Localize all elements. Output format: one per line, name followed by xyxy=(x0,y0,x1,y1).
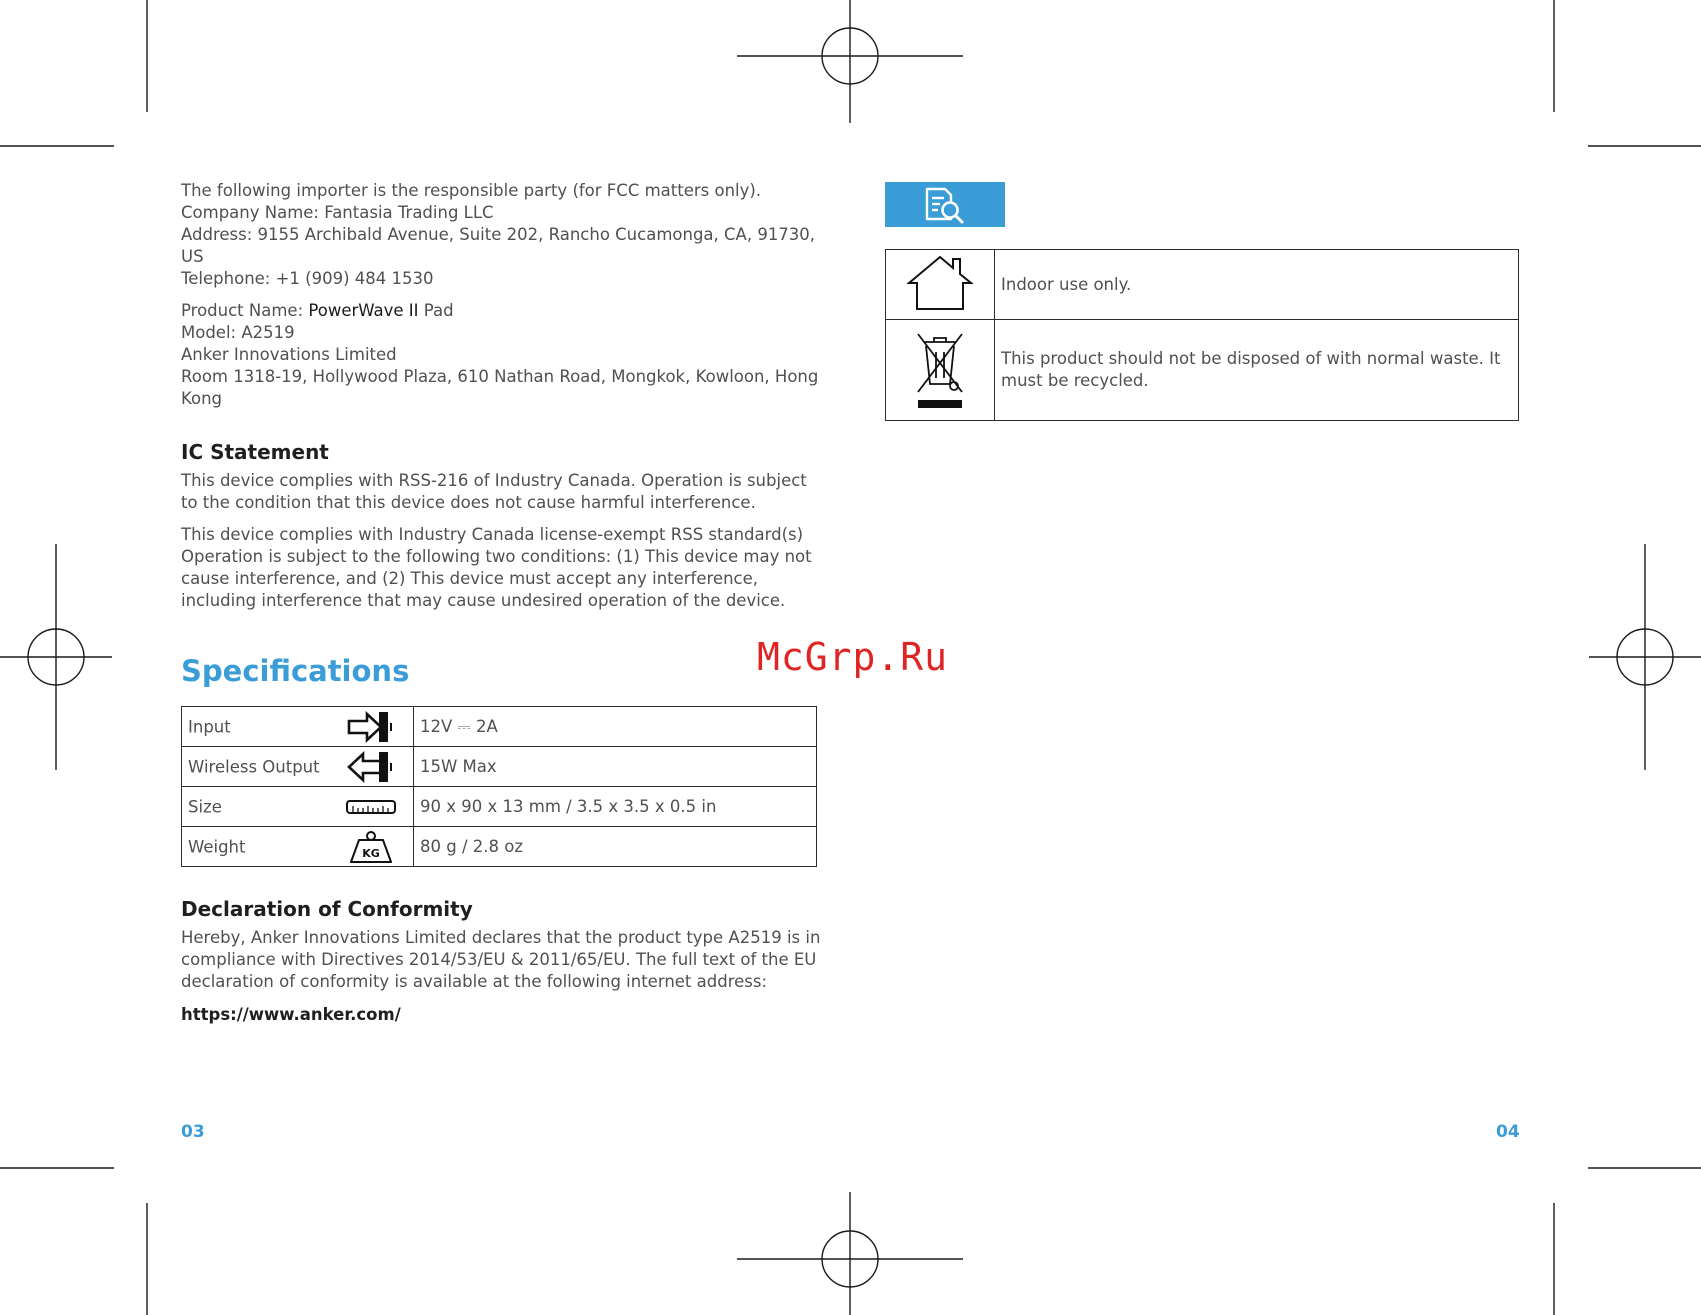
spec-value-size: 90 x 90 x 13 mm / 3.5 x 3.5 x 0.5 in xyxy=(414,787,817,827)
ic-statement-heading: IC Statement xyxy=(181,440,329,464)
specifications-title: Specifications xyxy=(181,654,410,688)
importer-telephone: Telephone: +1 (909) 484 1530 xyxy=(181,269,434,288)
left-page-content xyxy=(181,180,821,1024)
product-name-label: Product Name: xyxy=(181,301,309,320)
table-row xyxy=(182,787,817,827)
symbols-table xyxy=(885,249,1519,421)
page-number-left: 03 xyxy=(181,1122,205,1142)
ruler-icon xyxy=(345,789,397,825)
importer-company: Company Name: Fantasia Trading LLC xyxy=(181,203,494,222)
spec-value-input: 12V ⎓ 2A xyxy=(414,707,817,747)
importer-intro: The following importer is the responsible party (for FCC matters only). xyxy=(181,181,762,200)
importer-address: Address: 9155 Archibald Avenue, Suite 202, Rancho Cucamonga, CA, 91730, xyxy=(181,225,816,244)
kg-weight-icon-label: KG xyxy=(362,846,380,860)
product-name-suffix: Pad xyxy=(418,301,454,320)
kg-weight-icon xyxy=(345,829,397,865)
table-row xyxy=(182,827,817,867)
symbol-text-indoor: Indoor use only. xyxy=(995,250,1519,320)
importer-address-country: US xyxy=(181,247,204,266)
spec-label-input: Input xyxy=(188,717,231,736)
manufacturer-address-city: Kong xyxy=(181,389,223,408)
declaration-link[interactable]: https://www.anker.com/ xyxy=(181,1005,401,1024)
page-number-right: 04 xyxy=(1496,1122,1520,1142)
table-row xyxy=(886,250,1519,320)
symbol-text-disposal: This product should not be disposed of with normal waste. It must be recycled. xyxy=(995,320,1519,421)
spec-value-wireless-output: 15W Max xyxy=(414,747,817,787)
table-row xyxy=(886,320,1519,421)
document-search-icon xyxy=(923,186,967,224)
ic-statement-para-1: This device complies with RSS-216 of Industry Canada. Operation is subject to the condition that this device does not cause harmful interference. xyxy=(181,471,807,512)
spec-label-size: Size xyxy=(188,797,222,816)
table-row xyxy=(182,747,817,787)
manufacturer-address: Room 1318-19, Hollywood Plaza, 610 Nathan Road, Mongkok, Kowloon, Hong xyxy=(181,367,819,386)
product-name xyxy=(181,300,821,322)
spec-value-weight: 80 g / 2.8 oz xyxy=(414,827,817,867)
output-arrow-icon xyxy=(345,749,397,785)
product-model: Model: A2519 xyxy=(181,323,295,342)
document-badge xyxy=(885,182,1005,227)
input-arrow-icon xyxy=(345,709,397,745)
product-name-value: PowerWave II xyxy=(308,301,419,320)
watermark: McGrp.Ru xyxy=(757,635,949,679)
crossed-bin-icon xyxy=(910,326,970,410)
house-icon xyxy=(905,253,975,313)
declaration-text: Hereby, Anker Innovations Limited declares that the product type A2519 is in compliance with Directives 2014/53/EU & 2011/65/EU. The full text of the EU declaration of conformity is available at the following internet address: xyxy=(181,928,821,991)
ic-statement-para-2: This device complies with Industry Canada license-exempt RSS standard(s) Operation is subject to the following two conditions: (1) This device may not cause interference, and (2) This device must accept any interference, including interference that may cause undesired operation of the device. xyxy=(181,525,812,610)
declaration-heading: Declaration of Conformity xyxy=(181,897,473,921)
specifications-table xyxy=(181,706,817,867)
spec-label-wireless-output: Wireless Output xyxy=(188,757,320,776)
table-row xyxy=(182,707,817,747)
manufacturer-name: Anker Innovations Limited xyxy=(181,345,397,364)
spec-label-weight: Weight xyxy=(188,837,246,856)
